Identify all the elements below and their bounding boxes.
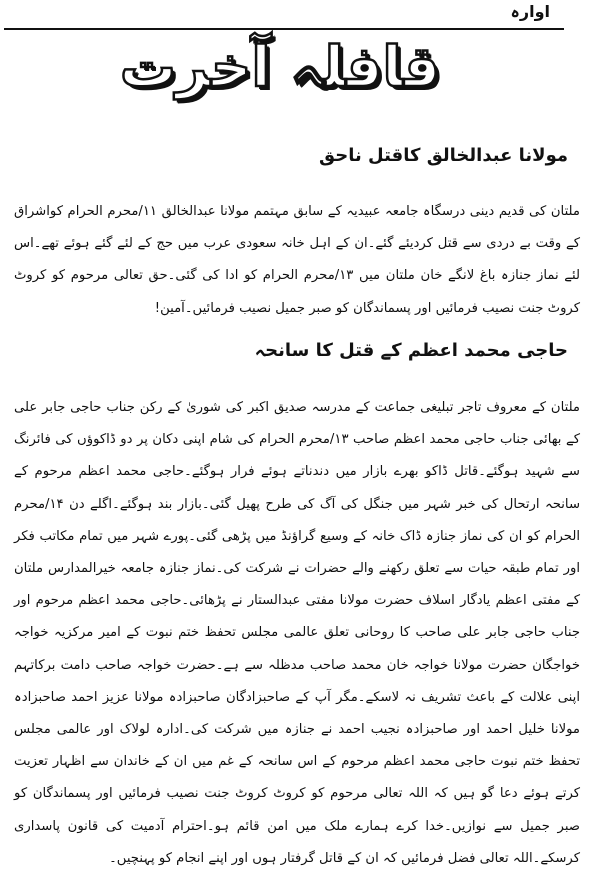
article-2-headline: حاجی محمد اعظم کے قتل کا سانحہ bbox=[254, 340, 568, 361]
article-1-headline: مولانا عبدالخالق کاقتل ناحق bbox=[319, 145, 568, 166]
masthead-title: قافلہ آخرت bbox=[119, 34, 441, 100]
section-tag: اوارہ bbox=[510, 2, 550, 21]
article-2-body: ملتان کے معروف تاجر تبلیغی جماعت کے مدرسہ صدیق اکبر کی شوریٰ کے رکن جناب حاجی جابر علی کے بھائی جناب حاجی محمد اعظم صاحب ۱۳/محرم الحرام کی شام اپنی دکان پر دو ڈاکوؤں کی فائرنگ سے شہید ہوگئے۔قاتل ڈاکو بھرے بازار میں دندناتے ہوئے فرار ہوگئے۔حاجی محمد اعظم مرحوم کے سانحہ ارتحال کی خبر شہر میں جنگل کی آگ کی طرح پھیل گئی۔بازار بند ہوگئے۔اگلے دن ۱۴/محرم الحرام کو ان کی نماز جنازہ ڈاک خانہ کے وسیع گراؤنڈ میں پڑھی گئی۔پورے شہر میں تمام مکاتب فکر اور تمام طبقہ حیات سے تعلق رکھنے والے حضرات نے شرکت کی۔نماز جنازہ جامعہ خیرالمدارس ملتان کے مفتی اعظم یادگار اسلاف حضرت مولانا مفتی عبدالستار نے پڑھائی۔حاجی محمد اعظم مرحوم اور جناب حاجی جابر علی صاحب کا روحانی تعلق عالمی مجلس تحفظ ختم نبوت کے امیر مرکزیہ خواجہ خواجگان حضرت مولانا خواجہ خان محمد صاحب مدظلہ سے ہے۔حضرت خواجہ صاحب دامت برکاتہم اپنی علالت کے باعث تشریف نہ لاسکے۔مگر آپ کے صاحبزادگان صاحبزادہ مولانا عزیز احمد صاحبزادہ مولانا خلیل احمد اور صاحبزادہ نجیب احمد نے جنازہ میں شرکت کی۔ادارہ لولاک اور عالمی مجلس تحفظ ختم نبوت حاجی محمد اعظم مرحوم کے اس سانحہ کے غم میں ان کے خاندان سے اظہار تعزیت کرتے ہوئے دعا گو ہیں کہ اللہ تعالی مرحوم کو کروٹ کروٹ جنت نصیب فرمائیں اور پسماندگان کو صبر جمیل سے نوازیں۔خدا کرے ہمارے ملک میں امن قائم ہو۔احترام آدمیت کی قانون پاسداری کرسکے۔اللہ تعالی فضل فرمائیں کہ ان کے قاتل گرفتار ہوں اور اپنے انجام کو پہنچیں۔ bbox=[14, 400, 580, 866]
article-1-body: ملتان کی قدیم دینی درسگاہ جامعہ عبیدیہ کے سابق مہتمم مولانا عبدالخالق ۱۱/محرم الحرام کواشراق کے وقت بے دردی سے قتل کردیئے گئے۔ان کے اہل خانہ سعودی عرب میں حج کے لئے گئے ہوئے تھے۔اس لئے نماز جنازہ باغ لانگے خان ملتان میں ۱۳/محرم الحرام کو ادا کی گئی۔حق تعالی مرحوم کو کروٹ کروٹ جنت نصیب فرمائیں اور پسماندگان کو صبر جمیل نصیب فرمائیں۔آمین! bbox=[14, 204, 581, 316]
